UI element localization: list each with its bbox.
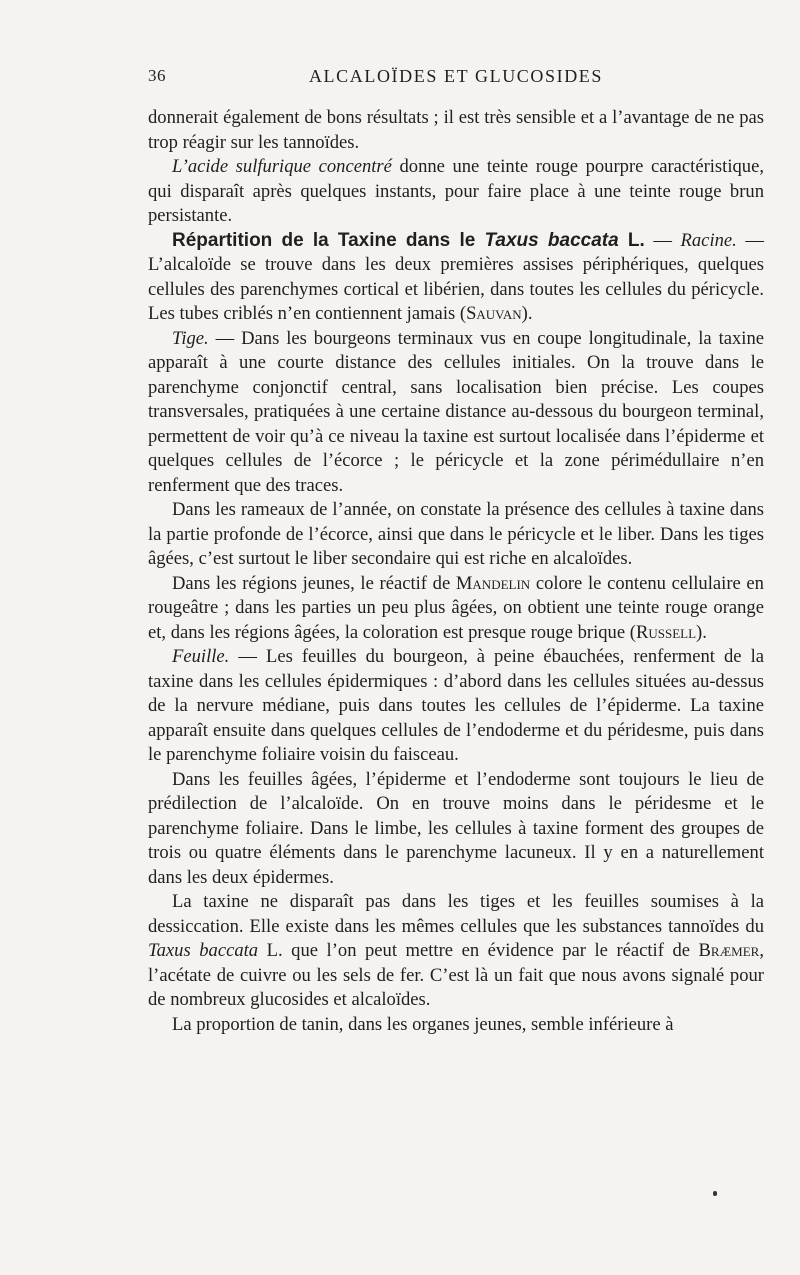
- paragraph-5: Dans les rameaux de l’année, on constate la présence des cellules à taxine dans la partie profonde de l’écorce, ainsi que dans le péricycle et le liber. Dans les tiges âgées, c’est surtout le liber secondaire qui est riche en alcaloïdes.: [148, 499, 764, 569]
- author-name: Russell: [635, 621, 697, 643]
- paragraph-2: [148, 155, 764, 229]
- author-name: Bræmer: [698, 940, 760, 961]
- page-number: 36: [148, 66, 166, 85]
- paragraph-4: [148, 327, 764, 499]
- paragraph-8: Dans les feuilles âgées, l’épiderme et l’endoderme sont toujours le lieu de prédilection de l’alcaloïde. On en trouve moins dans le péridesme et le parenchyme foliaire. Dans le limbe, les cellules à taxine forment des groupes de trois ou quatre éléments dans le parenchyme lacuneux. Il y en a naturellement dans les deux épidermes.: [148, 768, 764, 888]
- subsection-label: Tige.: [172, 327, 209, 349]
- paragraph-text: La taxine ne disparaît pas dans les tiges et les feuilles soumises à la dessiccation. Elle existe dans les mêmes cellules que les substances tannoïdes du: [148, 891, 764, 937]
- body-text: [148, 106, 764, 1037]
- heading-author: L.: [618, 229, 645, 251]
- section-heading: [172, 230, 645, 251]
- paragraph-10: La proportion de tanin, dans les organes jeunes, semble inférieure à: [172, 1013, 674, 1035]
- paragraph-7: [148, 645, 764, 768]
- paragraph-text: colore le contenu cellulaire en rougeâtre ; dans les parties un peu plus âgées, on obtient une teinte rouge orange et, dans les régions âgées, la coloration est presque rouge brique (: [148, 572, 764, 643]
- paragraph-text: ).: [696, 621, 707, 643]
- ink-speck: [713, 1191, 717, 1196]
- paragraph-text: — L’alcaloïde se trouve dans les deux premières assises périphériques, quelques cellules des parenchymes cortical et libérien, dans toutes les cellules du péricycle. Les tubes criblés n’en contiennent jamais (: [148, 229, 764, 324]
- paragraph-text: Dans les régions jeunes, le réactif de: [172, 572, 456, 594]
- paragraph-6: [148, 572, 764, 646]
- heading-species: Taxus baccata: [484, 229, 619, 251]
- paragraph-text: ).: [521, 303, 533, 324]
- paragraph-1: donnerait également de bons résultats ; il est très sensible et a l’avantage de ne pas trop réagir sur les tannoïdes.: [148, 107, 764, 153]
- author-name: Sauvan: [466, 303, 522, 324]
- species-name: Taxus baccata: [148, 940, 259, 961]
- reagent-name: L’acide sulfurique concentré: [172, 156, 392, 177]
- paragraph-3: Répartition de la Taxine dans le Taxus baccata L. — Racine. — L’alcaloïde se trouve dans les deux premières assises périphériques, quelques cellules des parenchymes cortical et libérien, dans toutes les cellules du péricycle. Les tubes criblés n’en contiennent jamais (Sauvan).: [148, 229, 764, 324]
- subsection-label: Racine.: [680, 229, 737, 251]
- paragraph-text: , l’acétate de cuivre ou les sels de fer. C’est là un fait que nous avons signalé pour de nombreux glucosides et alcaloïdes.: [148, 940, 764, 1010]
- running-title: ALCALOÏDES ET GLUCOSIDES: [308, 66, 604, 86]
- heading-text: Répartition de la Taxine dans le: [172, 229, 485, 251]
- page-header: [148, 66, 764, 92]
- paragraph-text: — Dans les bourgeons terminaux vus en coupe longitudinale, la taxine apparaît à une courte distance des cellules initiales. On la trouve dans le parenchyme conjonctif central, sans localisation bien précise. Les coupes transversales, pratiquées à une certaine distance au-dessous du bourgeon terminal, permettent de voir qu’à ce niveau la taxine est surtout localisée dans l’épiderme et quelques cellules de l’écorce ; le péricycle et la zone périmédullaire n’en renferment que des traces.: [148, 327, 764, 496]
- subsection-label: Feuille.: [172, 646, 230, 667]
- author-name: Mandelin: [455, 572, 531, 594]
- paragraph-text: — Les feuilles du bourgeon, à peine ébauchées, renferment de la taxine dans les cellules épidermiques : d’abord dans les cellules situées au-dessus de la nervure médiane, puis dans toutes les cellules de l’épiderme. La taxine apparaît ensuite dans quelques cellules de l’endoderme et du péridesme, puis dans le parenchyme foliaire voisin du faisceau.: [148, 646, 764, 765]
- paragraph-text: L. que l’on peut mettre en évidence par le réactif de: [258, 940, 699, 961]
- paragraph-text: donne une teinte rouge pourpre caractéristique, qui disparaît après quelques instants, pour faire place à une teinte rouge brun persistante.: [148, 156, 764, 226]
- paragraph-9: [148, 890, 764, 1013]
